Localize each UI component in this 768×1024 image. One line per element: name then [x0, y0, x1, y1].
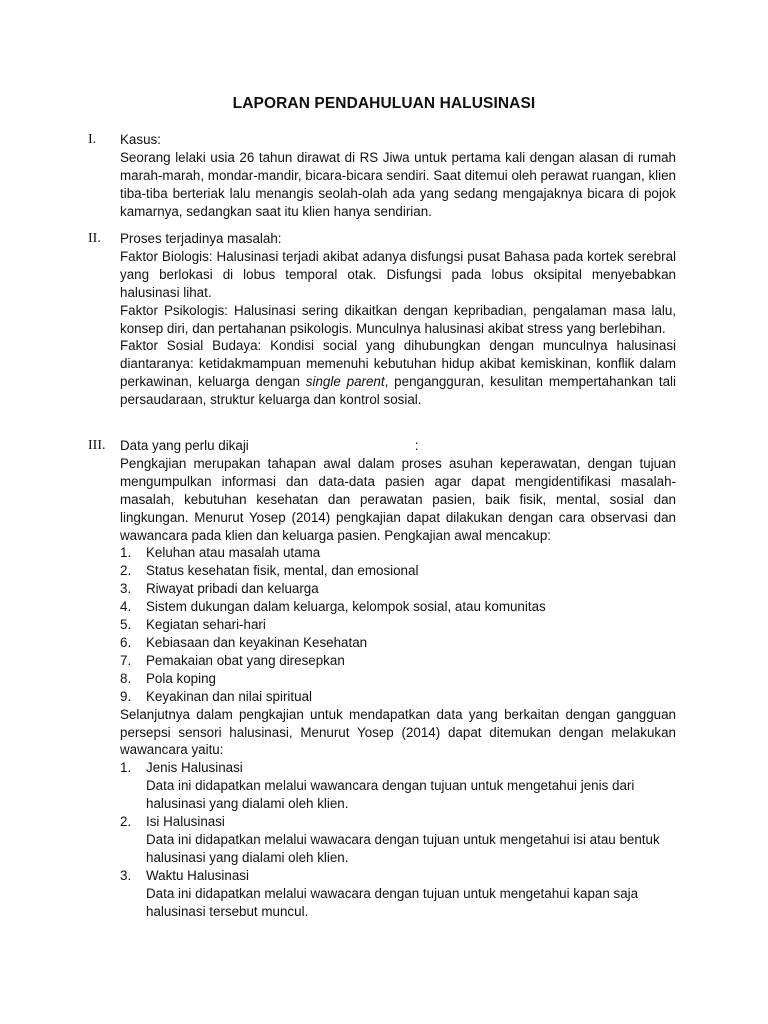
list-text: Keyakinan dan nilai spiritual [146, 688, 312, 704]
section-3 [88, 437, 676, 920]
section-1 [88, 131, 676, 221]
list-item [120, 652, 676, 670]
list-text: Pola koping [146, 670, 216, 686]
list-text: Pemakaian obat yang diresepkan [146, 652, 345, 668]
list-text: Keluhan atau masalah utama [146, 545, 321, 561]
list-item [120, 616, 676, 634]
list-number: 2. [120, 563, 132, 579]
paragraph-psikologis: Faktor Psikologis: Halusinasi sering dikaitkan dengan kepribadian, pengalaman masa lalu, konsep diri, dan pertahanan psikologis. Munculnya halusinasi akibat stress yang berlebihan. [120, 302, 676, 336]
assessment-list [120, 544, 676, 705]
list-description: Data ini didapatkan melalui wawacara dengan tujuan untuk mengetahui kapan saja halusinasi tersebut muncul. [146, 885, 639, 919]
section-2 [88, 230, 676, 409]
list-item [120, 598, 676, 616]
paragraph: Seorang lelaki usia 26 tahun dirawat di RS Jiwa untuk pertama kali dengan alasan di rumah marah-marah, mondar-mandir, bicara-bicara sendiri. Saat ditemui oleh perawat ruangan, klien tiba-tiba berteriak lalu menangis seolah-olah ada yang sedang mengajaknya bicara di pojok kamarnya, sedangkan saat itu klien hanya sendirian. [120, 149, 676, 219]
list-number: 2. [120, 814, 132, 830]
paragraph-intro: Pengkajian merupakan tahapan awal dalam proses asuhan keperawatan, dengan tujuan mengumpulkan informasi dan data-data pasien agar dapat mengidentifikasi masalah-masalah, kebutuhan kesehatan dan perawatan pasien, baik fisik, mental, sosial dan lingkungan. Menurut Yosep (2014) pengkajian dapat dilakukan dengan cara observasi dan wawancara pada klien dan keluarga pasien. Pengkajian awal mencakup: [120, 455, 676, 543]
section-body [120, 437, 676, 920]
list-description: Data ini didapatkan melalui wawancara dengan tujuan untuk mengetahui jenis dari halusinasi yang dialami oleh klien. [146, 778, 635, 812]
list-text: Kebiasaan dan keyakinan Kesehatan [146, 634, 368, 650]
list-text: Riwayat pribadi dan keluarga [146, 581, 319, 597]
document-title: LAPORAN PENDAHULUAN HALUSINASI [232, 95, 536, 112]
list-item [120, 562, 676, 580]
list-title: Waktu Halusinasi [146, 867, 249, 883]
list-item [120, 813, 676, 867]
section-heading [120, 437, 676, 455]
list-item [120, 634, 676, 652]
section-number: II. [88, 231, 101, 246]
list-number: 3. [120, 581, 132, 597]
list-text: Status kesehatan fisik, mental, dan emosional [146, 563, 419, 579]
text-run: Faktor Sosial Budaya: Kondisi social yang dihubungkan dengan munculnya halusinasi diantaranya: ketidakmampuan memenuhi kebutuhan hidup akibat kemiskinan, konflik dalam perkawinan, keluarga dengan [120, 338, 676, 390]
list-item [120, 670, 676, 688]
section-heading: Proses terjadinya masalah: [120, 231, 282, 246]
list-number: 9. [120, 688, 132, 704]
list-number: 4. [120, 599, 132, 615]
list-title: Isi Halusinasi [146, 814, 225, 830]
list-number: 7. [120, 652, 132, 668]
list-item [120, 867, 676, 921]
list-number: 8. [120, 670, 132, 686]
interview-list [120, 759, 676, 920]
paragraph-sosial-budaya [120, 337, 676, 409]
section-heading: Kasus: [120, 132, 161, 147]
text-run: , pengangguran, kesulitan mempertahankan tali persaudaraan, struktur keluarga dan kontrol sosial. [120, 374, 676, 408]
list-item [120, 688, 676, 706]
list-number: 6. [120, 634, 132, 650]
section-number: I. [88, 132, 97, 147]
list-item [120, 544, 676, 562]
list-number: 1. [120, 760, 132, 776]
list-title: Jenis Halusinasi [146, 760, 243, 776]
section-body [120, 131, 676, 221]
list-item [120, 580, 676, 598]
list-text: Sistem dukungan dalam keluarga, kelompok sosial, atau komunitas [146, 599, 546, 615]
heading-colon: : [414, 438, 419, 453]
list-text: Kegiatan sehari-hari [146, 617, 266, 633]
section-number: III. [88, 438, 106, 453]
paragraph-biologis: Faktor Biologis: Halusinasi terjadi akibat adanya disfungsi pusat Bahasa pada kortek serebral yang berlokasi di lobus temporal otak. Disfungsi pada lobus oksipital menyebabkan halusinasi lihat. [120, 248, 676, 300]
heading-text: Data yang perlu dikaji [120, 438, 249, 453]
list-description: Data ini didapatkan melalui wawacara dengan tujuan untuk mengetahui isi atau bentuk halusinasi yang dialami oleh klien. [146, 831, 660, 865]
list-number: 3. [120, 867, 132, 883]
paragraph-follow: Selanjutnya dalam pengkajian untuk mendapatkan data yang berkaitan dengan gangguan persepsi sensori halusinasi, Menurut Yosep (2014) dapat ditemukan dengan melakukan wawancara yaitu: [120, 706, 676, 758]
italic-term: single parent [305, 374, 385, 390]
list-item [120, 759, 676, 813]
list-number: 5. [120, 617, 132, 633]
section-body [120, 230, 676, 409]
list-number: 1. [120, 545, 132, 561]
